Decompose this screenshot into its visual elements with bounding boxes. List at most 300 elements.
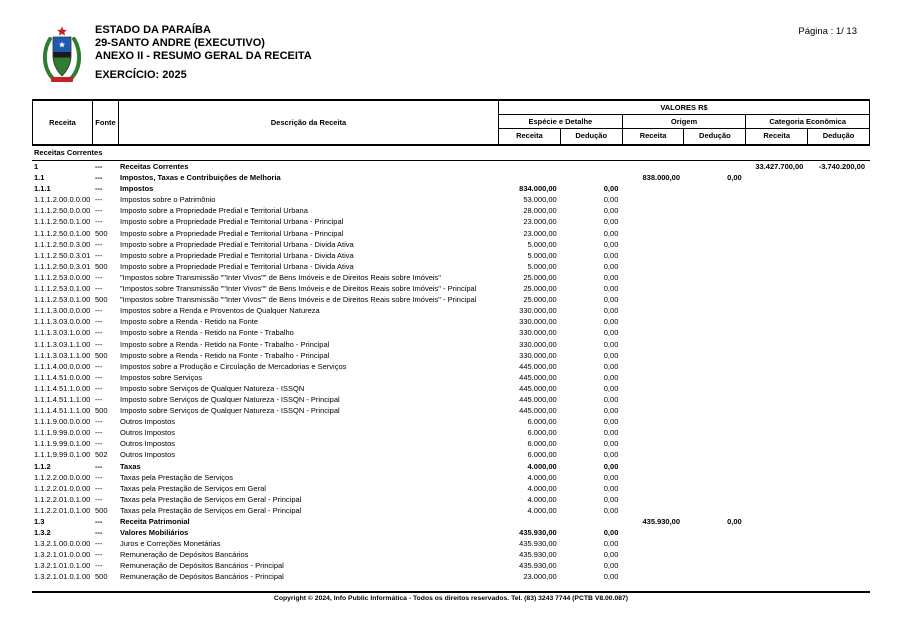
cell-categoria-deducao	[808, 172, 870, 183]
cell-categoria-deducao	[808, 394, 870, 405]
row-fonte: ---	[95, 217, 103, 227]
row-description: Imposto sobre a Propriedade Predial e Territorial Urbana - Divida Ativa	[120, 261, 354, 271]
cell-categoria-deducao	[808, 505, 870, 516]
cell-categoria-receita	[747, 383, 809, 394]
report-title: ANEXO II - RESUMO GERAL DA RECEITA	[95, 50, 312, 62]
cell-origem-receita	[623, 394, 685, 405]
row-code: 1.1.1.2.53.0.1.00	[34, 295, 91, 305]
row-description: Imposto sobre a Renda - Retido na Fonte	[120, 317, 258, 327]
col-header-origem: Origem	[623, 115, 747, 128]
cell-especie-deducao: 0,00	[603, 561, 619, 571]
table-row	[32, 305, 870, 316]
entity-name: 29-SANTO ANDRE (EXECUTIVO)	[95, 37, 265, 49]
cell-categoria-receita	[747, 239, 809, 250]
cell-origem-receita	[623, 239, 685, 250]
cell-categoria-deducao	[808, 272, 870, 283]
row-code: 1.1.1.2.53.0.0.00	[34, 272, 91, 282]
cell-especie-receita: 23.000,00	[523, 572, 557, 582]
cell-especie-deducao: 0,00	[603, 572, 619, 582]
cell-origem-receita	[623, 250, 685, 261]
cell-especie-receita: 53.000,00	[523, 195, 557, 205]
cell-especie-deducao: 0,00	[603, 539, 619, 549]
row-fonte: ---	[95, 184, 103, 194]
row-description: "Impostos sobre Transmissão ""Inter Vivos"" de Bens Imóveis e de Direitos Reais sobre Imóveis"	[120, 272, 441, 282]
table-row	[32, 250, 870, 261]
exercise-label: EXERCÍCIO: 2025	[95, 69, 187, 81]
cell-categoria-receita	[747, 339, 809, 350]
cell-especie-deducao: 0,00	[603, 317, 619, 327]
cell-especie-receita: 25.000,00	[523, 284, 557, 294]
section-header-receitas-correntes: Receitas Correntes	[32, 146, 870, 161]
cell-categoria-receita	[747, 505, 809, 516]
cell-especie-receita: 25.000,00	[523, 295, 557, 305]
cell-categoria-deducao	[808, 449, 870, 460]
cell-especie-receita: 4.000,00	[527, 494, 557, 504]
cell-origem-receita	[623, 350, 685, 361]
table-row	[32, 161, 870, 172]
row-description: Imposto sobre a Propriedade Predial e Territorial Urbana - Divida Ativa	[120, 239, 354, 249]
cell-categoria-receita	[747, 350, 809, 361]
cell-categoria-receita	[747, 527, 809, 538]
cell-origem-deducao	[685, 161, 747, 172]
cell-especie-receita: 445.000,00	[519, 406, 557, 416]
table-row	[32, 449, 870, 460]
row-description: Imposto sobre Serviços de Qualquer Natureza - ISSQN - Principal	[120, 394, 340, 404]
cell-especie-receita: 5.000,00	[527, 239, 557, 249]
table-header	[32, 99, 870, 146]
cell-categoria-deducao	[808, 294, 870, 305]
cell-especie-deducao: 0,00	[603, 328, 619, 338]
cell-origem-deducao	[685, 239, 747, 250]
row-fonte: ---	[95, 195, 103, 205]
row-description: Impostos sobre o Patrimônio	[120, 195, 216, 205]
cell-especie-deducao: 0,00	[603, 295, 619, 305]
cell-especie-receita: 445.000,00	[519, 394, 557, 404]
row-code: 1.1.1	[34, 184, 51, 194]
cell-categoria-receita	[747, 305, 809, 316]
table-row	[32, 427, 870, 438]
row-code: 1.3.2.1.01.0.1.00	[34, 572, 91, 582]
cell-categoria-deducao	[808, 327, 870, 338]
row-fonte: ---	[95, 306, 103, 316]
row-fonte: ---	[95, 461, 103, 471]
cell-categoria-deducao	[808, 427, 870, 438]
cell-categoria-receita	[747, 538, 809, 549]
row-code: 1.1.1.2.50.0.1.00	[34, 217, 91, 227]
row-fonte: ---	[95, 394, 103, 404]
table-row	[32, 327, 870, 338]
row-code: 1.1.1.4.51.1.1.00	[34, 406, 91, 416]
cell-origem-deducao	[685, 438, 747, 449]
cell-categoria-receita	[747, 216, 809, 227]
table-row	[32, 405, 870, 416]
cell-origem-deducao	[685, 350, 747, 361]
row-fonte: ---	[95, 417, 103, 427]
table-body	[32, 161, 870, 583]
cell-categoria-deducao	[808, 494, 870, 505]
table-row	[32, 183, 870, 194]
cell-especie-receita: 28.000,00	[523, 206, 557, 216]
row-description: Taxas pela Prestação de Serviços em Geral	[120, 483, 266, 493]
cell-categoria-receita	[747, 472, 809, 483]
cell-origem-deducao	[685, 472, 747, 483]
cell-categoria-deducao	[808, 372, 870, 383]
cell-categoria-receita	[747, 416, 809, 427]
cell-especie-receita: 6.000,00	[527, 439, 557, 449]
row-description: Remuneração de Depósitos Bancários	[120, 550, 249, 560]
row-fonte: 500	[95, 572, 108, 582]
cell-origem-receita	[623, 405, 685, 416]
row-code: 1.1.1.3.03.1.1.00	[34, 350, 91, 360]
cell-especie-receita: 330.000,00	[519, 350, 557, 360]
row-fonte: ---	[95, 483, 103, 493]
row-fonte: ---	[95, 206, 103, 216]
cell-categoria-deducao	[808, 350, 870, 361]
cell-origem-deducao	[685, 427, 747, 438]
table-row	[32, 272, 870, 283]
table-row	[32, 416, 870, 427]
cell-origem-receita	[623, 461, 685, 472]
cell-especie-deducao: 0,00	[603, 394, 619, 404]
row-description: Taxas pela Prestação de Serviços	[120, 472, 233, 482]
cell-origem-deducao	[685, 571, 747, 582]
cell-origem-deducao	[685, 494, 747, 505]
cell-categoria-receita	[747, 372, 809, 383]
row-description: Receitas Correntes	[120, 162, 189, 171]
cell-especie-deducao: 0,00	[603, 406, 619, 416]
page-number: Página : 1/ 13	[798, 26, 857, 37]
cell-categoria-receita	[747, 427, 809, 438]
cell-origem-receita	[623, 283, 685, 294]
cell-origem-receita: 838.000,00	[642, 173, 681, 183]
row-code: 1.3.2.1.01.0.0.00	[34, 550, 91, 560]
cell-origem-receita	[623, 416, 685, 427]
cell-especie-receita: 435.930,00	[519, 528, 557, 538]
cell-origem-deducao	[685, 228, 747, 239]
cell-categoria-deducao	[808, 461, 870, 472]
row-description: Taxas pela Prestação de Serviços em Geral - Principal	[120, 505, 302, 515]
cell-categoria-deducao	[808, 438, 870, 449]
row-fonte: ---	[95, 284, 103, 294]
row-description: Imposto sobre a Renda - Retido na Fonte - Trabalho - Principal	[120, 350, 330, 360]
row-description: Taxas pela Prestação de Serviços em Geral - Principal	[120, 494, 302, 504]
cell-especie-receita: 23.000,00	[523, 217, 557, 227]
cell-especie-deducao: 0,00	[603, 383, 619, 393]
cell-origem-deducao	[685, 361, 747, 372]
row-description: Imposto sobre a Propriedade Predial e Territorial Urbana - Principal	[120, 217, 344, 227]
cell-categoria-deducao: -3.740.200,00	[818, 162, 865, 171]
row-description: Imposto sobre Serviços de Qualquer Natureza - ISSQN	[120, 383, 305, 393]
row-description: Outros Impostos	[120, 428, 176, 438]
cell-categoria-deducao	[808, 549, 870, 560]
row-fonte: ---	[95, 383, 103, 393]
row-description: Outros Impostos	[120, 439, 176, 449]
row-fonte: ---	[95, 528, 103, 538]
cell-categoria-deducao	[808, 538, 870, 549]
col-header-origem-deducao: Dedução	[684, 129, 746, 144]
row-code: 1.1.1.4.51.1.1.00	[34, 394, 91, 404]
cell-categoria-deducao	[808, 194, 870, 205]
row-fonte: ---	[95, 250, 103, 260]
logo-star-icon	[57, 27, 67, 36]
row-code: 1	[34, 162, 39, 171]
table-row	[32, 194, 870, 205]
cell-especie-receita: 330.000,00	[519, 339, 557, 349]
row-description: Impostos	[120, 184, 154, 194]
row-description: "Impostos sobre Transmissão ""Inter Vivos"" de Bens Imóveis e de Direitos Reais sobre Imóveis" - Principal	[120, 284, 477, 294]
cell-categoria-receita	[747, 294, 809, 305]
cell-especie-deducao: 0,00	[603, 461, 619, 471]
cell-categoria-receita	[747, 394, 809, 405]
cell-categoria-deducao	[808, 339, 870, 350]
cell-categoria-deducao	[808, 228, 870, 239]
row-code: 1.3.2.1.01.0.1.00	[34, 561, 91, 571]
cell-especie-receita: 330.000,00	[519, 317, 557, 327]
cell-especie-deducao: 0,00	[603, 184, 619, 194]
table-row	[32, 283, 870, 294]
table-row	[32, 571, 870, 582]
table-row	[32, 172, 870, 183]
cell-categoria-deducao	[808, 316, 870, 327]
table-row	[32, 339, 870, 350]
row-code: 1.1.1.9.00.0.0.00	[34, 417, 91, 427]
cell-categoria-receita	[747, 516, 809, 527]
cell-origem-receita	[623, 183, 685, 194]
cell-origem-receita	[623, 272, 685, 283]
cell-origem-receita	[623, 483, 685, 494]
cell-categoria-receita	[747, 571, 809, 582]
cell-origem-receita	[623, 361, 685, 372]
cell-origem-receita	[623, 372, 685, 383]
col-header-categoria-economica: Categoria Econômica	[769, 117, 847, 126]
cell-categoria-deducao	[808, 250, 870, 261]
row-description: Remuneração de Depósitos Bancários - Principal	[120, 572, 284, 582]
cell-categoria-deducao	[808, 516, 870, 527]
table-row	[32, 261, 870, 272]
cell-categoria-deducao	[808, 560, 870, 571]
cell-categoria-deducao	[808, 261, 870, 272]
cell-origem-deducao	[685, 394, 747, 405]
row-code: 1.1.1.4.51.1.0.00	[34, 383, 91, 393]
row-code: 1.1.1.4.51.0.0.00	[34, 372, 91, 382]
col-header-receita: Receita	[33, 101, 93, 144]
row-code: 1.1.1.2.53.0.1.00	[34, 284, 91, 294]
cell-origem-receita	[623, 472, 685, 483]
cell-origem-deducao	[685, 560, 747, 571]
row-description: Imposto sobre a Renda - Retido na Fonte - Trabalho	[120, 328, 294, 338]
cell-origem-deducao	[685, 327, 747, 338]
cell-categoria-receita	[747, 560, 809, 571]
row-code: 1.1.1.3.03.1.1.00	[34, 339, 91, 349]
cell-categoria-receita	[747, 172, 809, 183]
row-fonte: ---	[95, 561, 103, 571]
valores-header-group	[499, 101, 869, 144]
cell-especie-deducao: 0,00	[603, 494, 619, 504]
row-description: Receita Patrimonial	[120, 517, 190, 526]
row-fonte: ---	[95, 494, 103, 504]
table-row	[32, 216, 870, 227]
cell-especie-deducao: 0,00	[603, 439, 619, 449]
cell-origem-receita	[623, 571, 685, 582]
table-row	[32, 239, 870, 250]
cell-especie-receita: 4.000,00	[527, 505, 557, 515]
revenue-summary-table	[32, 99, 870, 602]
row-description: Impostos, Taxas e Contribuições de Melhoria	[120, 173, 281, 183]
cell-especie-deducao: 0,00	[603, 272, 619, 282]
table-row	[32, 516, 870, 527]
cell-especie-deducao: 0,00	[603, 350, 619, 360]
cell-especie-receita: 435.930,00	[519, 539, 557, 549]
row-code: 1.1.1.2.50.0.3.01	[34, 261, 91, 271]
row-code: 1.1.1.3.03.0.0.00	[34, 317, 91, 327]
cell-origem-receita	[623, 538, 685, 549]
cell-especie-receita: 435.930,00	[519, 561, 557, 571]
cell-especie-deducao: 0,00	[603, 450, 619, 460]
row-code: 1.1.1.9.99.0.0.00	[34, 428, 91, 438]
coat-of-arms-logo	[40, 26, 84, 86]
cell-origem-deducao	[685, 261, 747, 272]
row-code: 1.3.2	[34, 528, 51, 538]
row-description: Imposto sobre a Propriedade Predial e Territorial Urbana - Divida Ativa	[120, 250, 354, 260]
cell-especie-receita: 6.000,00	[527, 450, 557, 460]
table-row	[32, 483, 870, 494]
row-fonte: ---	[95, 272, 103, 282]
cell-origem-receita	[623, 549, 685, 560]
row-fonte: ---	[95, 239, 103, 249]
row-description: Impostos sobre a Produção e Circulação de Mercadorias e Serviços	[120, 361, 347, 371]
cell-origem-receita	[623, 560, 685, 571]
cell-especie-receita: 6.000,00	[527, 428, 557, 438]
cell-origem-deducao	[685, 183, 747, 194]
table-row	[32, 228, 870, 239]
table-row	[32, 538, 870, 549]
cell-especie-deducao	[562, 516, 624, 527]
cell-origem-deducao	[685, 449, 747, 460]
cell-origem-receita: 435.930,00	[642, 517, 681, 526]
table-row	[32, 316, 870, 327]
cell-categoria-deducao	[808, 361, 870, 372]
cell-especie-receita: 4.000,00	[527, 472, 557, 482]
cell-origem-receita	[623, 228, 685, 239]
cell-origem-receita	[623, 449, 685, 460]
table-row	[32, 394, 870, 405]
cell-categoria-receita	[747, 228, 809, 239]
row-fonte: ---	[95, 372, 103, 382]
col-header-descricao: Descrição da Receita	[119, 101, 499, 144]
row-fonte: ---	[95, 328, 103, 338]
cell-especie-deducao: 0,00	[603, 195, 619, 205]
cell-origem-receita	[623, 216, 685, 227]
table-row	[32, 549, 870, 560]
cell-origem-receita	[623, 305, 685, 316]
row-code: 1.1.2.2.01.0.1.00	[34, 505, 91, 515]
cell-origem-deducao	[685, 483, 747, 494]
row-fonte: ---	[95, 361, 103, 371]
row-description: Outros Impostos	[120, 417, 176, 427]
cell-especie-receita: 445.000,00	[519, 383, 557, 393]
cell-especie-receita: 5.000,00	[527, 250, 557, 260]
cell-origem-deducao	[685, 294, 747, 305]
cell-especie-deducao: 0,00	[603, 239, 619, 249]
row-code: 1.1.1.9.99.0.1.00	[34, 450, 91, 460]
cell-origem-deducao	[685, 372, 747, 383]
cell-especie-deducao: 0,00	[603, 284, 619, 294]
row-fonte: 502	[95, 450, 108, 460]
row-code: 1.1.1.2.50.0.1.00	[34, 228, 91, 238]
row-description: Imposto sobre Serviços de Qualquer Natureza - ISSQN - Principal	[120, 406, 340, 416]
cell-categoria-receita	[747, 483, 809, 494]
cell-origem-deducao	[685, 461, 747, 472]
row-fonte: ---	[95, 439, 103, 449]
cell-origem-deducao	[685, 305, 747, 316]
table-row	[32, 294, 870, 305]
row-description: Taxas	[120, 461, 141, 471]
cell-origem-receita	[623, 294, 685, 305]
cell-categoria-receita	[747, 438, 809, 449]
cell-especie-deducao: 0,00	[603, 250, 619, 260]
cell-origem-receita	[623, 316, 685, 327]
table-row	[32, 372, 870, 383]
cell-especie-deducao: 0,00	[603, 550, 619, 560]
table-row	[32, 494, 870, 505]
col-header-fonte: Fonte	[93, 101, 119, 144]
cell-categoria-receita	[747, 549, 809, 560]
cell-origem-deducao	[685, 339, 747, 350]
row-description: Remuneração de Depósitos Bancários - Principal	[120, 561, 284, 571]
cell-categoria-receita	[747, 449, 809, 460]
cell-especie-receita: 445.000,00	[519, 361, 557, 371]
cell-especie-deducao: 0,00	[603, 261, 619, 271]
cell-categoria-deducao	[808, 383, 870, 394]
row-code: 1.1.2	[34, 461, 51, 471]
cell-origem-deducao	[685, 216, 747, 227]
cell-especie-receita: 834.000,00	[519, 184, 557, 194]
row-code: 1.1.2.2.01.0.1.00	[34, 494, 91, 504]
cell-especie-deducao	[562, 161, 624, 172]
row-fonte: ---	[95, 339, 103, 349]
cell-origem-deducao: 0,00	[727, 517, 742, 526]
cell-categoria-receita	[747, 327, 809, 338]
cell-especie-deducao	[562, 172, 624, 183]
cell-categoria-deducao	[808, 571, 870, 582]
cell-especie-deducao: 0,00	[603, 228, 619, 238]
cell-categoria-receita	[747, 461, 809, 472]
cell-categoria-receita	[747, 183, 809, 194]
cell-especie-deducao: 0,00	[603, 428, 619, 438]
cell-especie-receita: 330.000,00	[519, 328, 557, 338]
row-description: Imposto sobre a Renda - Retido na Fonte - Trabalho - Principal	[120, 339, 330, 349]
row-description: Juros e Correções Monetárias	[120, 539, 221, 549]
row-fonte: ---	[95, 428, 103, 438]
row-fonte: 500	[95, 406, 108, 416]
cell-categoria-deducao	[808, 527, 870, 538]
cell-categoria-receita: 33.427.700,00	[755, 162, 804, 171]
row-fonte: 500	[95, 228, 108, 238]
cell-categoria-receita	[747, 272, 809, 283]
row-code: 1.3.2.1.00.0.0.00	[34, 539, 91, 549]
report-header	[95, 24, 312, 82]
row-fonte: ---	[95, 550, 103, 560]
cell-categoria-deducao	[808, 483, 870, 494]
cell-origem-receita	[623, 194, 685, 205]
cell-origem-receita	[623, 527, 685, 538]
row-fonte: 500	[95, 295, 108, 305]
cell-categoria-deducao	[808, 183, 870, 194]
row-description: "Impostos sobre Transmissão ""Inter Vivos"" de Bens Imóveis e de Direitos Reais sobre Imóveis" - Principal	[120, 295, 477, 305]
row-fonte: 500	[95, 505, 108, 515]
table-row	[32, 560, 870, 571]
cell-especie-receita	[500, 516, 562, 527]
